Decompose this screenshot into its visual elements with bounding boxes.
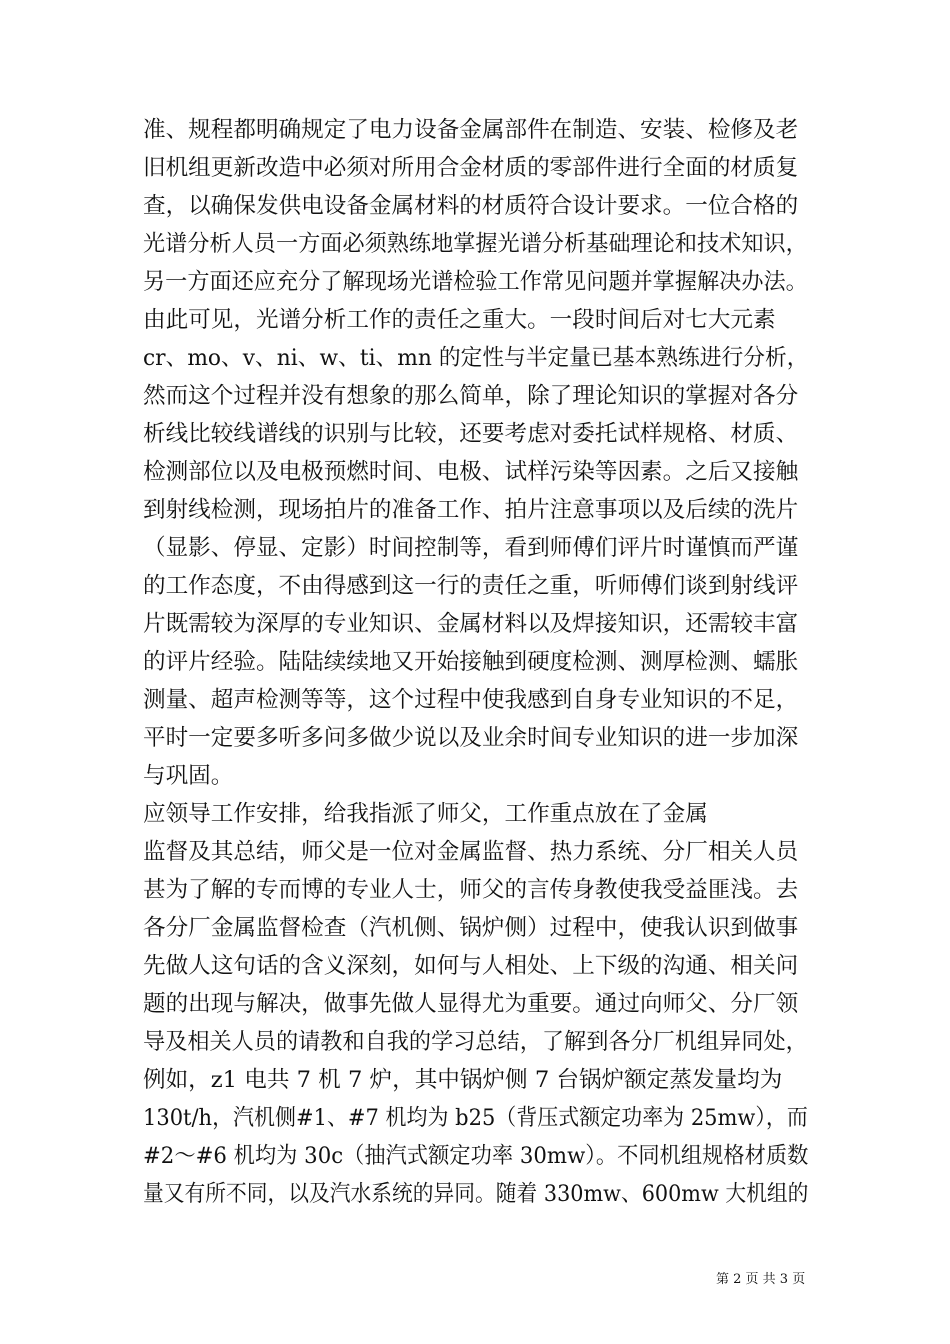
text-line: 先做人这句话的含义深刻，如何与人相处、上下级的沟通、相关问 [143,953,799,979]
text-line: 由此可见，光谱分析工作的责任之重大。一段时间后对七大元素 [143,307,776,333]
text-line: 另一方面还应充分了解现场光谱检验工作常见问题并掌握解决办法。 [143,269,808,295]
text-line: （显影、停显、定影）时间控制等，看到师傅们评片时谨慎而严谨 [143,535,799,561]
text-line: 查，以确保发供电设备金属材料的材质符合设计要求。一位合格的 [143,193,799,219]
text-line: 的评片经验。陆陆续续地又开始接触到硬度检测、测厚检测、蠕胀 [143,649,799,675]
text-line: 光谱分析人员一方面必须熟练地掌握光谱分析基础理论和技术知识， [143,231,808,257]
text-line: 各分厂金属监督检查（汽机侧、锅炉侧）过程中，使我认识到做事 [143,915,799,941]
text-line: 的工作态度，不由得感到这一行的责任之重，听师傅们谈到射线评 [143,573,799,599]
text-line: #2～#6 机均为 30c（抽汽式额定功率 30mw）。不同机组规格材质数 [143,1143,809,1169]
text-line: 检测部位以及电极预燃时间、电极、试样污染等因素。之后又接触 [143,459,799,485]
text-line: 旧机组更新改造中必须对所用合金材质的零部件进行全面的材质复 [143,155,799,181]
text-line: 130t/h，汽机侧#1、#7 机均为 b25（背压式额定功率为 25mw），而 [143,1105,808,1131]
text-line: 然而这个过程并没有想象的那么简单，除了理论知识的掌握对各分 [143,383,799,409]
text-line: 题的出现与解决，做事先做人显得尤为重要。通过向师父、分厂领 [143,991,799,1017]
text-line: cr、mo、v、ni、w、ti、mn 的定性与半定量已基本熟练进行分析， [143,345,809,371]
text-line: 平时一定要多听多问多做少说以及业余时间专业知识的进一步加深 [143,725,799,751]
text-line: 准、规程都明确规定了电力设备金属部件在制造、安装、检修及老 [143,117,799,143]
text-line: 例如，z1 电共 7 机 7 炉，其中锅炉侧 7 台锅炉额定蒸发量均为 [143,1067,783,1093]
text-line: 析线比较线谱线的识别与比较，还要考虑对委托试样规格、材质、 [143,421,799,447]
page-footer: 第 2 页 共 3 页 [716,1272,806,1287]
text-line: 与巩固。 [143,763,234,789]
text-line: 片既需较为深厚的专业知识、金属材料以及焊接知识，还需较丰富 [143,611,799,637]
text-line: 甚为了解的专而博的专业人士，师父的言传身教使我受益匪浅。去 [143,877,799,903]
text-line: 导及相关人员的请教和自我的学习总结，了解到各分厂机组异同处， [143,1029,808,1055]
text-line: 测量、超声检测等等，这个过程中使我感到自身专业知识的不足， [143,687,799,713]
text-line: 量又有所不同，以及汽水系统的异同。随着 330mw、600mw 大机组的 [143,1181,809,1207]
text-line: 到射线检测，现场拍片的准备工作、拍片注意事项以及后续的洗片 [143,497,799,523]
paragraph-start-line: 应领导工作安排，给我指派了师父，工作重点放在了金属 [143,801,708,827]
text-line: 监督及其总结，师父是一位对金属监督、热力系统、分厂相关人员 [143,839,799,865]
